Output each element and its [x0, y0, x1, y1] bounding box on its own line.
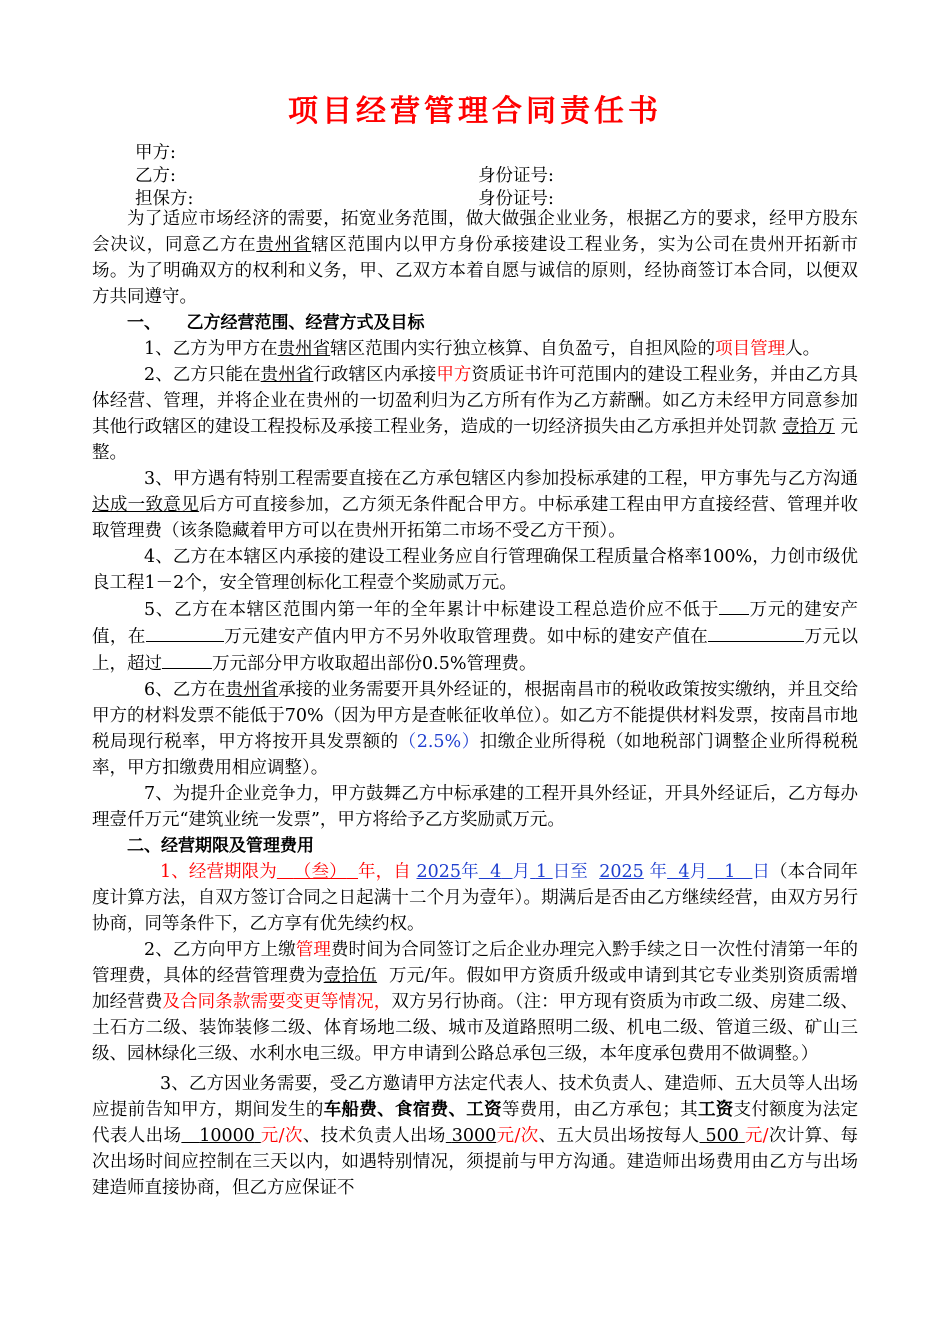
region-name: 贵州省	[225, 680, 279, 700]
highlight-text: 甲方	[436, 365, 472, 385]
clause-text: 次计算、每次出场时间应控制在三天以内，如遇特别情况，须提前与甲方沟通。建造师出场费用由乙方与出场建造师直接协商，但乙方应保证不	[92, 1126, 858, 1198]
bold-text: 工资	[697, 1100, 734, 1120]
intro-text: 为了适应市场经济的需要，拓宽业务范围，做大做强企业业务，根据乙方的要求，经甲方股东会决议，同意乙方在	[92, 209, 858, 255]
blank-field[interactable]	[719, 596, 749, 615]
clause-2-2	[92, 937, 858, 1067]
bold-text: 、	[448, 1100, 467, 1120]
clause-text: 1、经营期限为	[160, 862, 277, 882]
tech-lead-fee: 3000	[451, 1126, 497, 1146]
clause-1-4: 4、乙方在本辖区内承接的建设工程业务应自行管理确保工程质量合格率100%，力创市级优良工程1－2个，安全管理创标化工程壹个奖励贰万元。	[92, 547, 858, 593]
start-day: 1	[535, 862, 548, 882]
clause-2-1	[92, 859, 858, 937]
date-unit: 日	[752, 862, 771, 882]
clause-text: 3、乙方因业务需要，受乙方邀请甲方法定代表人、技术负责人、建造师、五大员等人出场应提前告知甲方，期间发生的	[92, 1074, 858, 1120]
contract-body	[92, 206, 858, 1201]
bold-text: 车船费	[323, 1100, 378, 1120]
clause-text: 万元的建安产值，在	[92, 600, 859, 647]
clause-text: 元整。	[92, 417, 858, 463]
date-unit: 月	[689, 862, 708, 882]
guarantor-label: 担保方:	[135, 189, 194, 209]
date-unit: 日至	[552, 862, 588, 882]
bold-text: 食宿费	[394, 1100, 449, 1120]
clause-text: 、技术负责人出场	[302, 1126, 446, 1146]
bold-text: 工资	[466, 1100, 502, 1120]
date-unit: 年	[461, 862, 479, 882]
guarantor-id-label: 身份证号:	[478, 189, 554, 209]
intro-text-end: 辖区范围内以甲方身份承接建设工程业务，实为公司在贵州开拓新市场。为了明确双方的权利和义务，甲、乙双方本着自愿与诚信的原则，经协商签订本合同，以便双方共同遵守。	[92, 235, 859, 307]
start-month: 4	[490, 862, 502, 882]
highlight-text: 管理	[295, 940, 331, 960]
clause-text: 支付额度为法定代表人出场	[92, 1100, 859, 1146]
clause-text: 、五大员出场按每人	[538, 1126, 700, 1146]
clause-text: 后方可直接参加，乙方须无条件配合甲方。中标承建工程由甲方直接经营、管理并收取管理费（该条隐藏着甲方可以在贵州开拓第二市场不受乙方干预）。	[92, 495, 859, 541]
document-title: 项目经营管理合同责任书	[288, 94, 662, 129]
staff-fee: 500	[705, 1126, 739, 1146]
party-b-id-label: 身份证号:	[478, 166, 554, 186]
bold-text: 、	[377, 1100, 395, 1120]
party-b-label: 乙方:	[135, 166, 176, 186]
fee-unit: 元/次	[260, 1126, 303, 1146]
clause-text: 万元部分甲方收取超出部份0.5%管理费。	[212, 654, 537, 674]
end-month: 4	[678, 862, 690, 882]
clause-1-5	[92, 596, 858, 677]
clause-text: 费时间为合同签订之后企业办理完入黔手续之日一次性付清第一年的管理费，具体的经营管理费为	[92, 940, 859, 986]
clause-1-7: 7、为提升企业竞争力，甲方鼓舞乙方中标承建的工程开具外经证，开具外经证后，乙方每办理壹仟万元“建筑业统一发票”，甲方将给予乙方奖励贰万元。	[92, 784, 858, 830]
clause-1-3	[92, 466, 858, 544]
management-fee: 壹拾伍	[323, 966, 378, 986]
blank-field[interactable]	[162, 650, 212, 669]
start-year: 2025	[416, 862, 462, 882]
date-unit: 月	[512, 862, 531, 882]
end-day: 1	[724, 862, 736, 882]
clause-1-2	[92, 362, 858, 466]
end-year: 2025	[599, 862, 644, 882]
tax-rate: （2.5%）	[398, 732, 480, 752]
legal-rep-fee: 10000	[199, 1126, 255, 1146]
region-name: 贵州省	[260, 365, 314, 385]
clause-text: 6、乙方在	[144, 680, 226, 700]
clause-text: 扣缴企业所得税（如地税部门调整企业所得税税率，甲方扣缴费用相应调整）。	[92, 732, 858, 778]
intro-region: 贵州省	[256, 235, 312, 255]
clause-text: 年，自	[358, 862, 411, 882]
section-2-heading: 二、经营期限及管理费用	[127, 836, 314, 856]
blank-field[interactable]	[146, 623, 224, 642]
clause-text: 万元/年。假如甲方资质升级或申请到其它专业类别资质需增加经营费	[92, 966, 858, 1012]
section-1-heading: 一、 乙方经营范围、经营方式及目标	[127, 313, 425, 333]
clause-1-6	[92, 677, 858, 781]
clause-text: 等费用，由乙方承包；其	[501, 1100, 698, 1120]
clause-text: 人。	[785, 339, 821, 359]
clause-text: 万元以上，超过	[92, 627, 859, 674]
clause-text: （本合同年度计算方法，自双方签订合同之日起满十二个月为壹年）。期满后是否由乙方继续经营，由双方另行协商，同等条件下，乙方享有优先续约权。	[92, 862, 858, 934]
clause-text: 辖区范围内实行独立核算、自负盈亏，自担风险的	[330, 339, 716, 359]
clause-text: 行政辖区内承接	[313, 365, 437, 385]
clause-1-1	[92, 336, 858, 362]
fine-amount: 壹拾万	[782, 417, 835, 437]
clause-text: 双方另行协商。（注：甲方现有资质为市政二级、房建二级、土石方二级、装饰装修二级、体育场地二级、城市及道路照明二级、机电二级、管道三级、矿山三级、园林绿化三级、水利水电三级。甲方申请到公路总承包三级，本年度承包费用不做调整。）	[92, 992, 859, 1064]
term-years: （叁）	[293, 862, 347, 882]
clause-text: 2、乙方只能在	[144, 365, 261, 385]
blank-field[interactable]	[708, 623, 804, 642]
fee-unit: 元/	[744, 1126, 769, 1146]
clause-text: 承接的业务需要开具外经证的，根据南昌市的税收政策按实缴纳，并且交给甲方的材料发票不能低于70%（因为甲方是查帐征收单位）。如乙方不能提供材料发票，按南昌市地税局现行税率，甲方将按开具发票额的	[92, 680, 859, 752]
clause-text: 万元建安产值内甲方不另外收取管理费。如中标的建安产值在	[223, 627, 709, 647]
intro-paragraph	[92, 206, 858, 310]
underlined-text: 达成一致意见	[92, 495, 199, 515]
region-name: 贵州省	[277, 339, 331, 359]
clause-2-3	[92, 1071, 858, 1201]
clause-text: 1、乙方为甲方在	[144, 339, 278, 359]
clause-text: 3、甲方遇有特别工程需要直接在乙方承包辖区内参加投标承建的工程，甲方事先与乙方沟通	[144, 469, 858, 489]
highlight-text: 及合同条款需要变更等情况，	[162, 992, 392, 1012]
party-a-label: 甲方:	[135, 143, 176, 163]
fee-unit: 元/次	[496, 1126, 539, 1146]
date-unit: 年	[649, 862, 668, 882]
clause-text: 资质证书许可范围内的建设工程业务，并由乙方具体经营、管理，并将企业在贵州的一切盈利归为乙方所有作为乙方薪酬。如乙方未经甲方同意参加其他行政辖区的建设工程投标及承接工程业务，造成的一切经济损失由乙方承担并处罚款	[92, 365, 859, 437]
clause-text: 2、乙方向甲方上缴	[144, 940, 296, 960]
highlight-text: 项目管理	[715, 339, 786, 359]
clause-text: 5、乙方在本辖区范围内第一年的全年累计中标建设工程总造价应不低于	[144, 600, 719, 620]
